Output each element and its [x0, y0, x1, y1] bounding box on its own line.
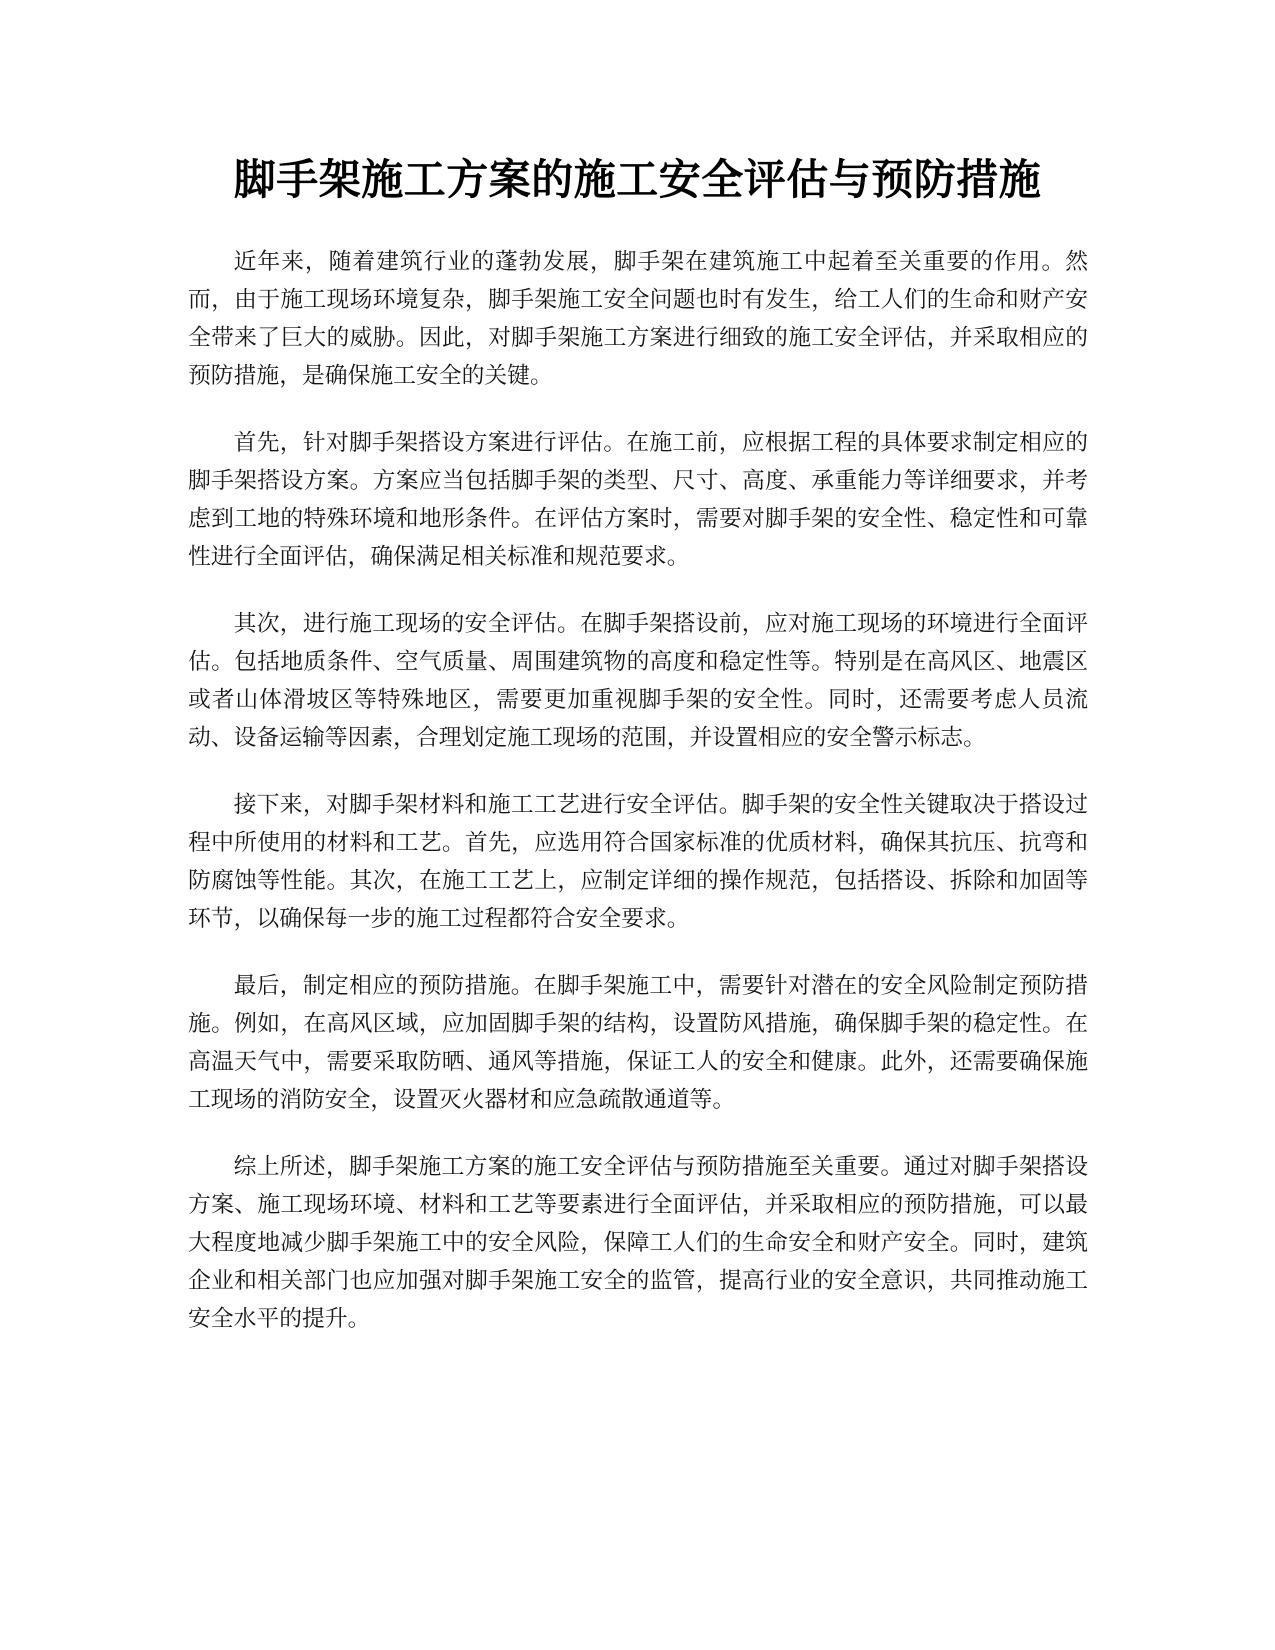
paragraph-conclusion: 综上所述，脚手架施工方案的施工安全评估与预防措施至关重要。通过对脚手架搭设方案、施工现场环境、材料和工艺等要素进行全面评估，并采取相应的预防措施，可以最大程度地减少脚手架施工中的安全风险，保障工人们的生命安全和财产安全。同时，建筑企业和相关部门也应加强对脚手架施工安全的监管，提高行业的安全意识，共同推动施工安全水平的提升。 [188, 1154, 1088, 1332]
paragraph-site-assessment: 其次，进行施工现场的安全评估。在脚手架搭设前，应对施工现场的环境进行全面评估。包括地质条件、空气质量、周围建筑物的高度和稳定性等。特别是在高风区、地震区或者山体滑坡区等特殊地区，需要更加重视脚手架的安全性。同时，还需要考虑人员流动、设备运输等因素，合理划定施工现场的范围，并设置相应的安全警示标志。 [188, 611, 1088, 751]
paragraph-preventive-measures: 最后，制定相应的预防措施。在脚手架施工中，需要针对潜在的安全风险制定预防措施。例如，在高风区域，应加固脚手架的结构，设置防风措施，确保脚手架的稳定性。在高温天气中，需要采取防晒、通风等措施，保证工人的安全和健康。此外，还需要确保施工现场的消防安全，设置灭火器材和应急疏散通道等。 [188, 973, 1088, 1113]
paragraph-intro: 近年来，随着建筑行业的蓬勃发展，脚手架在建筑施工中起着至关重要的作用。然而，由于施工现场环境复杂，脚手架施工安全问题也时有发生，给工人们的生命和财产安全带来了巨大的威胁。因此，对脚手架施工方案进行细致的施工安全评估，并采取相应的预防措施，是确保施工安全的关键。 [188, 249, 1088, 389]
document-title: 脚手架施工方案的施工安全评估与预防措施 [233, 155, 1042, 204]
paragraph-materials-process: 接下来，对脚手架材料和施工工艺进行安全评估。脚手架的安全性关键取决于搭设过程中所使用的材料和工艺。首先，应选用符合国家标准的优质材料，确保其抗压、抗弯和防腐蚀等性能。其次，在施工工艺上，应制定详细的操作规范，包括搭设、拆除和加固等环节，以确保每一步的施工过程都符合安全要求。 [188, 792, 1088, 932]
paragraph-scaffold-plan: 首先，针对脚手架搭设方案进行评估。在施工前，应根据工程的具体要求制定相应的脚手架搭设方案。方案应当包括脚手架的类型、尺寸、高度、承重能力等详细要求，并考虑到工地的特殊环境和地形条件。在评估方案时，需要对脚手架的安全性、稳定性和可靠性进行全面评估，确保满足相关标准和规范要求。 [188, 430, 1088, 570]
document-body [188, 243, 1088, 1367]
